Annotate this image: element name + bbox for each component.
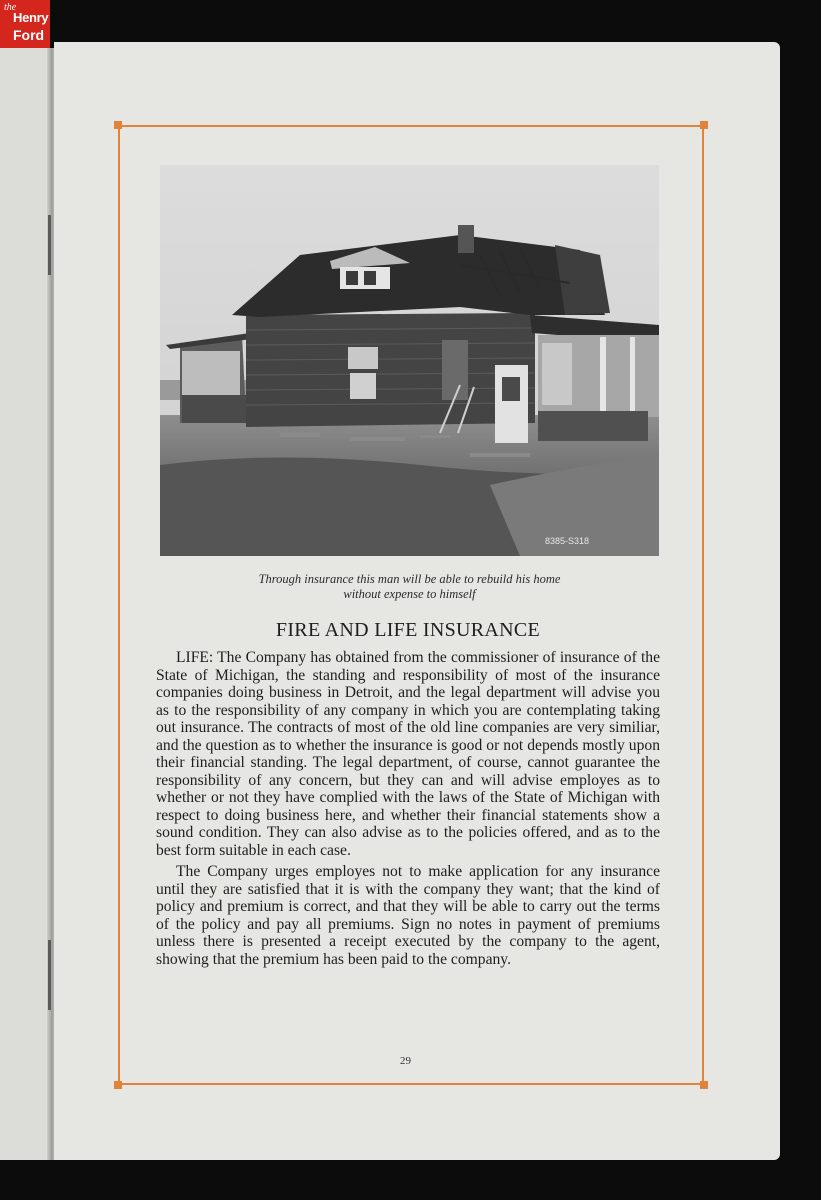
body-text [156,649,660,968]
paragraph: LIFE: The Company has obtained from the commissioner of insurance of the State of Michigan, the standing and responsibility of most of the insurance companies doing business in Detroit, and the legal department will advise you as to the responsibility of any company in which you are contemplating taking out insurance. The contracts of most of the old line companies are very similiar, and the question as to whether the insurance is good or not depends mostly upon their financial standing. The legal department, of course, cannot guarantee the responsibility of any concern, but they can and will advise employes as to whether or not they have complied with the laws of the State of Michigan with respect to doing business here, and whether their financial statements show a sound condition. They can also advise as to the policies offered, and as to the best form suitable in each case. [156,649,660,859]
binding-stitch [48,940,51,1010]
caption-line: Through insurance this man will be able to rebuild his home [258,572,561,586]
paragraph: The Company urges employes not to make application for any insurance until they are satisfied that it is with the company they want; that the kind of policy and premium is correct, and that they will be able to carry out the terms of the policy and pay all premiums. Sign no notes in payment of premiums unless there is presented a receipt executed by the company to the agent, showing that the premium has been paid to the company. [156,863,660,968]
page-number: 29 [400,1055,411,1067]
logo-the: the [4,2,17,13]
border-corner-ornament [114,1081,122,1089]
photo-caption [160,572,659,602]
burned-house-photo [160,165,659,556]
photo-plate-number: 8385-S318 [545,536,590,546]
logo-ford: Ford [13,27,45,43]
caption-line: without expense to himself [343,587,476,601]
border-corner-ornament [700,1081,708,1089]
henry-ford-logo [0,0,50,50]
border-corner-ornament [700,121,708,129]
border-corner-ornament [114,121,122,129]
section-title: FIRE AND LIFE INSURANCE [275,619,541,641]
logo-henry: Henry [13,10,49,25]
binding-stitch [48,215,51,275]
left-page-edge [0,48,52,1160]
